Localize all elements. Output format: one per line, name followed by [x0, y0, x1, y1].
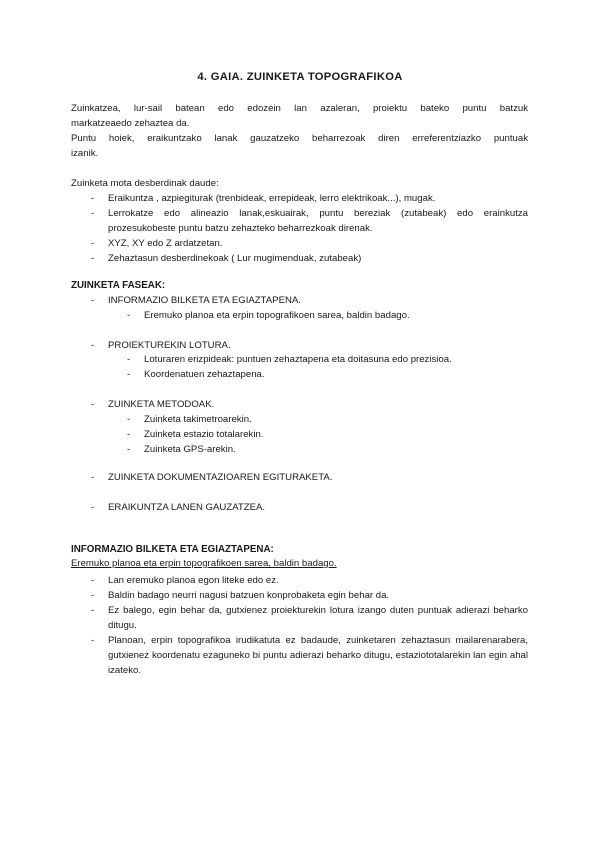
- info-heading: INFORMAZIO BILKETA ETA EGIAZTAPENA:: [71, 544, 274, 555]
- page-title: 4. GAIA. ZUINKETA TOPOGRAFIKOA: [197, 71, 403, 83]
- dash-bullet: -: [127, 310, 131, 321]
- phase-sublist: [127, 308, 528, 323]
- dash-bullet: -: [91, 635, 95, 646]
- dash-bullet: -: [127, 354, 131, 365]
- phase-label: ERAIKUNTZA LANEN GAUZATZEA.: [108, 502, 266, 513]
- list-item: - Baldin badago neurri nagusi batzuen konprobaketa egin behar da.: [91, 590, 390, 601]
- list-item: - XYZ, XY edo Z ardatzetan.: [91, 238, 223, 249]
- list-item: - Lan eremuko planoa egon liteke edo ez.: [91, 575, 279, 586]
- phase-item: [91, 500, 528, 515]
- intro-line: izanik.: [71, 148, 99, 159]
- list-item: - Loturaren erizpideak: puntuen zehaztapena eta doitasuna edo prezisioa.: [127, 354, 452, 365]
- dash-bullet: -: [127, 429, 131, 440]
- dash-bullet: -: [91, 502, 95, 513]
- list-item: - Lerrokatze edo alineazio lanak,eskuairak, puntu bereziak (zutabeak) edo erainkutza prozesukobeste puntu batzu zehazteko beharrezkoak direnak.: [91, 208, 528, 234]
- dash-bullet: -: [127, 444, 131, 455]
- list-item: - Koordenatuen zehaztapena.: [127, 369, 265, 380]
- phase-label: PROIEKTUREKIN LOTURA.: [108, 340, 231, 351]
- phase-label: ZUINKETA METODOAK.: [108, 399, 215, 410]
- dash-bullet: -: [91, 340, 95, 351]
- intro-line: markatzeaedo zehaztea da.: [71, 118, 190, 129]
- list-item: - Zuinketa GPS-arekin.: [127, 444, 236, 455]
- dash-bullet: -: [91, 295, 95, 306]
- list-item: - Eraikuntza , azpiegiturak (trenbideak, errepideak, lerro elektrikoak...), mugak.: [91, 193, 436, 204]
- phase-label: ZUINKETA DOKUMENTAZIOAREN EGITURAKETA.: [108, 472, 333, 483]
- info-list: [91, 573, 528, 678]
- list-item: - Zehaztasun desberdinekoak ( Lur mugimenduak, zutabeak): [91, 253, 362, 264]
- dash-bullet: -: [91, 399, 95, 410]
- dash-bullet: -: [127, 369, 131, 380]
- intro-paragraph: [71, 101, 528, 161]
- dash-bullet: -: [91, 590, 95, 601]
- phase-label: INFORMAZIO BILKETA ETA EGIAZTAPENA.: [108, 295, 301, 306]
- dash-bullet: -: [91, 472, 95, 483]
- types-list: [91, 191, 528, 266]
- list-item: - Zuinketa takimetroarekin.: [127, 414, 252, 425]
- dash-bullet: -: [91, 253, 95, 264]
- dash-bullet: -: [91, 575, 95, 586]
- list-item: - Ez balego, egin behar da, gutxienez proiekturekin lotura izango duten puntuak adierazi beharko ditugu.: [91, 605, 528, 631]
- phase-item: [91, 470, 528, 485]
- phase-sublist: [127, 352, 528, 382]
- intro-line: Puntu hoiek, eraikuntzako lanak gauzatzeko beharrezoak diren erreferentziazko puntuak: [71, 133, 528, 144]
- phases-heading: ZUINKETA FASEAK:: [71, 280, 166, 291]
- dash-bullet: -: [91, 605, 95, 616]
- info-subheading: Eremuko planoa eta erpin topografikoen sarea, baldin badago.: [71, 558, 337, 569]
- list-item: - Planoan, erpin topografikoa irudikatuta ez badaude, zuinketaren zehaztasun mailarenarabera, gutxienez koordenatu ezaguneko bi puntu adierazi beharko ditugu, estaziototalarekin lan egin ahal izateko.: [91, 635, 528, 676]
- dash-bullet: -: [91, 238, 95, 249]
- phase-item: [91, 338, 528, 353]
- phase-item: [91, 293, 528, 308]
- phase-sublist: [127, 412, 528, 457]
- list-item: - Eremuko planoa eta erpin topografikoen sarea, baldin badago.: [127, 310, 410, 321]
- intro-line: Zuinkatzea, lur-sail batean edo edozein lan azaleran, proiektu bateko puntu batzuk: [71, 103, 528, 114]
- phase-item: [91, 397, 528, 412]
- dash-bullet: -: [91, 208, 95, 219]
- list-item: - Zuinketa estazio totalarekin.: [127, 429, 264, 440]
- types-intro: Zuinketa mota desberdinak daude:: [71, 178, 219, 189]
- dash-bullet: -: [91, 193, 95, 204]
- dash-bullet: -: [127, 414, 131, 425]
